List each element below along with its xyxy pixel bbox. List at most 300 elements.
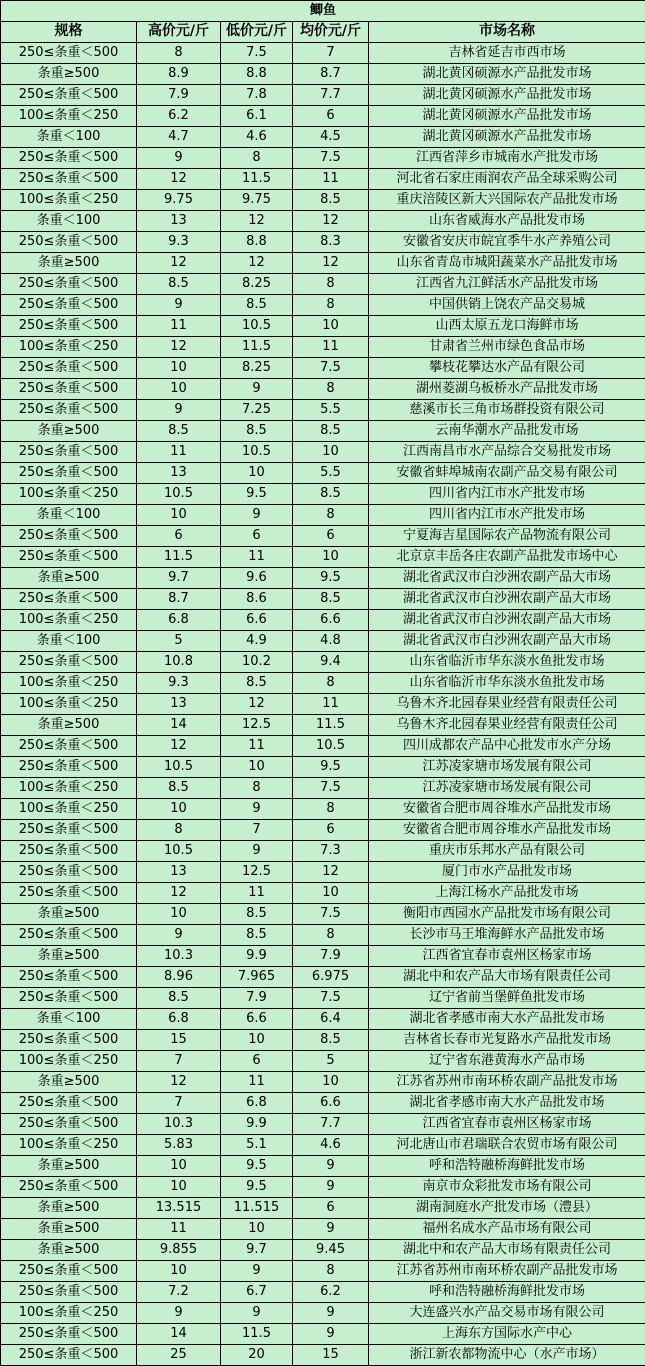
cell-market-name: 湖北省武汉市白沙洲农副产品大市场: [369, 609, 645, 630]
cell-market-name: 湖北中和农产品大市场有限责任公司: [369, 966, 645, 987]
cell-spec: 250≤条重＜500: [1, 1344, 137, 1365]
table-row: [1, 1134, 645, 1155]
cell-market-name: 云南华潮水产品批发市场: [369, 420, 645, 441]
table-row: [1, 777, 645, 798]
cell-spec: 250≤条重＜500: [1, 840, 137, 861]
cell-avg-price: 6: [293, 1197, 369, 1218]
cell-spec: 条重≥500: [1, 63, 137, 84]
cell-low-price: 7.9: [221, 987, 293, 1008]
cell-avg-price: 11: [293, 336, 369, 357]
cell-high-price: 10: [137, 1176, 221, 1197]
cell-market-name: 江苏省苏州市南环桥农副产品批发市场: [369, 1071, 645, 1092]
cell-avg-price: 5.5: [293, 462, 369, 483]
cell-low-price: 8.5: [221, 672, 293, 693]
cell-high-price: 10: [137, 798, 221, 819]
cell-avg-price: 4.6: [293, 1134, 369, 1155]
cell-low-price: 9.6: [221, 567, 293, 588]
cell-high-price: 8: [137, 819, 221, 840]
cell-market-name: 四川省内江市水产批发市场: [369, 483, 645, 504]
cell-spec: 250≤条重＜500: [1, 273, 137, 294]
table-title: 鲫鱼: [1, 1, 645, 22]
cell-high-price: 9.3: [137, 672, 221, 693]
cell-avg-price: 8.3: [293, 231, 369, 252]
cell-spec: 250≤条重＜500: [1, 1029, 137, 1050]
cell-low-price: 4.9: [221, 630, 293, 651]
table-row: [1, 336, 645, 357]
cell-low-price: 11.515: [221, 1197, 293, 1218]
cell-high-price: 14: [137, 714, 221, 735]
cell-high-price: 9.855: [137, 1239, 221, 1260]
cell-low-price: 8.8: [221, 63, 293, 84]
cell-high-price: 13: [137, 693, 221, 714]
cell-avg-price: 9: [293, 1323, 369, 1344]
cell-avg-price: 8: [293, 294, 369, 315]
column-header-high-price: 高价元/斤: [137, 21, 221, 42]
cell-high-price: 13.515: [137, 1197, 221, 1218]
cell-avg-price: 9.4: [293, 651, 369, 672]
cell-high-price: 9: [137, 1302, 221, 1323]
cell-avg-price: 6: [293, 105, 369, 126]
table-row: [1, 924, 645, 945]
cell-low-price: 6.1: [221, 105, 293, 126]
cell-avg-price: 6.975: [293, 966, 369, 987]
cell-high-price: 9: [137, 399, 221, 420]
column-header-low-price: 低价元/斤: [221, 21, 293, 42]
cell-low-price: 7.8: [221, 84, 293, 105]
table-row: [1, 252, 645, 273]
cell-avg-price: 8: [293, 798, 369, 819]
cell-high-price: 12: [137, 252, 221, 273]
cell-low-price: 6.8: [221, 1092, 293, 1113]
cell-market-name: 山东省青岛市城阳蔬菜水产品批发市场: [369, 252, 645, 273]
cell-spec: 250≤条重＜500: [1, 42, 137, 63]
cell-market-name: 四川省内江市水产批发市场: [369, 504, 645, 525]
cell-market-name: 慈溪市长三角市场群投资有限公司: [369, 399, 645, 420]
cell-low-price: 9: [221, 1302, 293, 1323]
cell-market-name: 湖北省武汉市白沙洲农副产品大市场: [369, 630, 645, 651]
cell-low-price: 8.25: [221, 357, 293, 378]
cell-high-price: 12: [137, 882, 221, 903]
cell-high-price: 10.8: [137, 651, 221, 672]
table-body: [1, 42, 645, 1365]
cell-high-price: 6.2: [137, 105, 221, 126]
table-row: [1, 1092, 645, 1113]
cell-avg-price: 8.5: [293, 483, 369, 504]
cell-market-name: 呼和浩特融桥海鲜批发市场: [369, 1281, 645, 1302]
cell-low-price: 9.9: [221, 945, 293, 966]
cell-avg-price: 15: [293, 1344, 369, 1365]
cell-low-price: 9: [221, 1260, 293, 1281]
cell-low-price: 8: [221, 777, 293, 798]
cell-spec: 250≤条重＜500: [1, 462, 137, 483]
table-row: [1, 840, 645, 861]
cell-avg-price: 7.9: [293, 945, 369, 966]
title-row: [1, 1, 645, 22]
cell-high-price: 13: [137, 462, 221, 483]
cell-market-name: 浙江新农都物流中心（水产市场）: [369, 1344, 645, 1365]
table-row: [1, 588, 645, 609]
cell-low-price: 11: [221, 1071, 293, 1092]
cell-avg-price: 9.5: [293, 567, 369, 588]
cell-spec: 条重≥500: [1, 1239, 137, 1260]
table-row: [1, 630, 645, 651]
cell-avg-price: 9.45: [293, 1239, 369, 1260]
table-row: [1, 714, 645, 735]
cell-low-price: 11.5: [221, 168, 293, 189]
table-row: [1, 483, 645, 504]
column-header-avg-price: 均价元/斤: [293, 21, 369, 42]
cell-avg-price: 9: [293, 1155, 369, 1176]
cell-spec: 250≤条重＜500: [1, 315, 137, 336]
table-row: [1, 609, 645, 630]
cell-avg-price: 8: [293, 504, 369, 525]
cell-high-price: 10: [137, 504, 221, 525]
cell-spec: 250≤条重＜500: [1, 525, 137, 546]
cell-high-price: 6: [137, 525, 221, 546]
cell-market-name: 湖北省孝感市南大水产品批发市场: [369, 1092, 645, 1113]
table-row: [1, 525, 645, 546]
cell-high-price: 8.5: [137, 987, 221, 1008]
cell-low-price: 9: [221, 378, 293, 399]
cell-low-price: 9.5: [221, 483, 293, 504]
cell-spec: 条重＜100: [1, 1008, 137, 1029]
table-row: [1, 315, 645, 336]
cell-high-price: 9.75: [137, 189, 221, 210]
table-row: [1, 210, 645, 231]
table-row: [1, 105, 645, 126]
cell-high-price: 10: [137, 903, 221, 924]
cell-market-name: 湖北黄冈硕源水产品批发市场: [369, 63, 645, 84]
cell-avg-price: 10: [293, 1071, 369, 1092]
cell-low-price: 6.6: [221, 609, 293, 630]
table-row: [1, 1344, 645, 1365]
cell-spec: 条重≥500: [1, 1155, 137, 1176]
cell-market-name: 江西省宜春市袁州区杨家市场: [369, 945, 645, 966]
cell-low-price: 8.5: [221, 903, 293, 924]
cell-high-price: 4.7: [137, 126, 221, 147]
cell-market-name: 湖北省武汉市白沙洲农副产品大市场: [369, 588, 645, 609]
cell-avg-price: 4.8: [293, 630, 369, 651]
cell-avg-price: 6.6: [293, 609, 369, 630]
cell-market-name: 攀枝花攀达水产品有限公司: [369, 357, 645, 378]
cell-avg-price: 11: [293, 693, 369, 714]
cell-market-name: 湖南洞庭水产批发市场（澧县）: [369, 1197, 645, 1218]
cell-avg-price: 6.2: [293, 1281, 369, 1302]
cell-low-price: 11: [221, 882, 293, 903]
table-row: [1, 1155, 645, 1176]
cell-avg-price: 7.5: [293, 987, 369, 1008]
cell-high-price: 10.5: [137, 840, 221, 861]
cell-market-name: 大连盛兴水产品交易市场有限公司: [369, 1302, 645, 1323]
cell-market-name: 安徽省蚌埠城南农副产品交易有限公司: [369, 462, 645, 483]
cell-spec: 250≤条重＜500: [1, 882, 137, 903]
cell-low-price: 7.965: [221, 966, 293, 987]
cell-spec: 条重≥500: [1, 420, 137, 441]
cell-avg-price: 7.5: [293, 777, 369, 798]
cell-spec: 100≤条重＜250: [1, 336, 137, 357]
cell-avg-price: 8.7: [293, 63, 369, 84]
table-row: [1, 546, 645, 567]
cell-spec: 条重＜100: [1, 210, 137, 231]
table-row: [1, 147, 645, 168]
cell-high-price: 10: [137, 1155, 221, 1176]
cell-spec: 250≤条重＜500: [1, 1113, 137, 1134]
cell-low-price: 7: [221, 819, 293, 840]
cell-high-price: 13: [137, 210, 221, 231]
table-row: [1, 441, 645, 462]
table-row: [1, 273, 645, 294]
cell-low-price: 10: [221, 756, 293, 777]
cell-spec: 条重＜100: [1, 630, 137, 651]
cell-spec: 250≤条重＜500: [1, 651, 137, 672]
cell-avg-price: 8.5: [293, 588, 369, 609]
cell-market-name: 辽宁省东港黄海水产品市场: [369, 1050, 645, 1071]
cell-spec: 250≤条重＜500: [1, 168, 137, 189]
cell-low-price: 5.1: [221, 1134, 293, 1155]
cell-spec: 250≤条重＜500: [1, 378, 137, 399]
cell-avg-price: 10.5: [293, 735, 369, 756]
cell-avg-price: 8: [293, 924, 369, 945]
cell-market-name: 长沙市马王堆海鲜水产品批发市场: [369, 924, 645, 945]
cell-spec: 条重≥500: [1, 252, 137, 273]
cell-high-price: 6.8: [137, 1008, 221, 1029]
cell-spec: 250≤条重＜500: [1, 1092, 137, 1113]
table-row: [1, 1239, 645, 1260]
cell-low-price: 10.5: [221, 315, 293, 336]
table-row: [1, 882, 645, 903]
table-row: [1, 378, 645, 399]
cell-market-name: 山西太原五龙口海鲜市场: [369, 315, 645, 336]
table-row: [1, 735, 645, 756]
table-row: [1, 63, 645, 84]
cell-avg-price: 12: [293, 252, 369, 273]
cell-low-price: 9.5: [221, 1155, 293, 1176]
table-row: [1, 1176, 645, 1197]
cell-spec: 250≤条重＜500: [1, 1176, 137, 1197]
table-row: [1, 756, 645, 777]
cell-avg-price: 8: [293, 1260, 369, 1281]
cell-avg-price: 5.5: [293, 399, 369, 420]
cell-high-price: 9.7: [137, 567, 221, 588]
table-row: [1, 903, 645, 924]
cell-market-name: 湖北黄冈硕源水产品批发市场: [369, 126, 645, 147]
cell-spec: 250≤条重＜500: [1, 294, 137, 315]
table-row: [1, 861, 645, 882]
cell-low-price: 9: [221, 504, 293, 525]
cell-avg-price: 9.5: [293, 756, 369, 777]
table-row: [1, 168, 645, 189]
cell-low-price: 12.5: [221, 714, 293, 735]
table-row: [1, 189, 645, 210]
cell-avg-price: 10: [293, 315, 369, 336]
cell-market-name: 安徽省合肥市周谷堆水产品批发市场: [369, 819, 645, 840]
table-row: [1, 84, 645, 105]
cell-avg-price: 7.5: [293, 903, 369, 924]
cell-spec: 100≤条重＜250: [1, 1302, 137, 1323]
cell-high-price: 11.5: [137, 546, 221, 567]
table-row: [1, 294, 645, 315]
cell-avg-price: 6.4: [293, 1008, 369, 1029]
cell-avg-price: 8.5: [293, 420, 369, 441]
table-row: [1, 399, 645, 420]
cell-avg-price: 8.5: [293, 189, 369, 210]
cell-spec: 条重≥500: [1, 1197, 137, 1218]
cell-spec: 250≤条重＜500: [1, 357, 137, 378]
cell-high-price: 10: [137, 357, 221, 378]
cell-market-name: 河北唐山市君瑞联合农贸市场有限公司: [369, 1134, 645, 1155]
cell-spec: 100≤条重＜250: [1, 693, 137, 714]
cell-high-price: 10: [137, 378, 221, 399]
cell-avg-price: 11: [293, 168, 369, 189]
cell-high-price: 9: [137, 924, 221, 945]
cell-spec: 条重≥500: [1, 567, 137, 588]
cell-avg-price: 6.6: [293, 1092, 369, 1113]
cell-spec: 100≤条重＜250: [1, 105, 137, 126]
cell-low-price: 10: [221, 462, 293, 483]
cell-spec: 250≤条重＜500: [1, 819, 137, 840]
cell-high-price: 10.3: [137, 1113, 221, 1134]
cell-market-name: 山东省临沂市华东淡水鱼批发市场: [369, 651, 645, 672]
cell-low-price: 12: [221, 210, 293, 231]
cell-high-price: 6.8: [137, 609, 221, 630]
cell-high-price: 7.9: [137, 84, 221, 105]
table-row: [1, 1050, 645, 1071]
cell-low-price: 9.9: [221, 1113, 293, 1134]
cell-low-price: 6.6: [221, 1008, 293, 1029]
table-row: [1, 1260, 645, 1281]
cell-avg-price: 5: [293, 1050, 369, 1071]
cell-market-name: 福州名成水产品市场有限公司: [369, 1218, 645, 1239]
cell-spec: 100≤条重＜250: [1, 777, 137, 798]
cell-spec: 250≤条重＜500: [1, 1260, 137, 1281]
table-row: [1, 1113, 645, 1134]
cell-high-price: 13: [137, 861, 221, 882]
table-row: [1, 42, 645, 63]
cell-avg-price: 12: [293, 210, 369, 231]
cell-high-price: 11: [137, 441, 221, 462]
cell-avg-price: 7.3: [293, 840, 369, 861]
cell-market-name: 江苏凌家塘市场发展有限公司: [369, 756, 645, 777]
cell-high-price: 10.3: [137, 945, 221, 966]
cell-market-name: 江西省萍乡市城南水产批发市场: [369, 147, 645, 168]
cell-low-price: 10: [221, 1029, 293, 1050]
cell-spec: 100≤条重＜250: [1, 189, 137, 210]
cell-market-name: 安徽省合肥市周谷堆水产品批发市场: [369, 798, 645, 819]
table-row: [1, 1071, 645, 1092]
cell-low-price: 11: [221, 546, 293, 567]
cell-low-price: 11: [221, 735, 293, 756]
cell-market-name: 四川成都农产品中心批发市水产分场: [369, 735, 645, 756]
cell-avg-price: 9: [293, 1176, 369, 1197]
table-row: [1, 1218, 645, 1239]
cell-spec: 250≤条重＜500: [1, 756, 137, 777]
cell-high-price: 10.5: [137, 756, 221, 777]
cell-market-name: 辽宁省前当堡鲜鱼批发市场: [369, 987, 645, 1008]
cell-high-price: 7: [137, 1050, 221, 1071]
cell-high-price: 12: [137, 336, 221, 357]
cell-high-price: 10.5: [137, 483, 221, 504]
cell-spec: 条重≥500: [1, 714, 137, 735]
cell-high-price: 5: [137, 630, 221, 651]
cell-low-price: 8.5: [221, 924, 293, 945]
cell-spec: 250≤条重＜500: [1, 441, 137, 462]
cell-spec: 250≤条重＜500: [1, 588, 137, 609]
table-row: [1, 798, 645, 819]
cell-high-price: 9: [137, 147, 221, 168]
cell-spec: 250≤条重＜500: [1, 924, 137, 945]
table-row: [1, 672, 645, 693]
cell-avg-price: 8.5: [293, 1029, 369, 1050]
table-row: [1, 567, 645, 588]
column-header-spec: 规格: [1, 21, 137, 42]
cell-avg-price: 11.5: [293, 714, 369, 735]
cell-market-name: 甘肃省兰州市绿色食品市场: [369, 336, 645, 357]
cell-spec: 250≤条重＜500: [1, 147, 137, 168]
cell-market-name: 呼和浩特融桥海鲜批发市场: [369, 1155, 645, 1176]
cell-high-price: 7.2: [137, 1281, 221, 1302]
cell-market-name: 山东省威海水产品批发市场: [369, 210, 645, 231]
cell-market-name: 乌鲁木齐北园春果业经营有限责任公司: [369, 693, 645, 714]
cell-low-price: 10.5: [221, 441, 293, 462]
cell-avg-price: 7.5: [293, 357, 369, 378]
cell-market-name: 湖北省武汉市白沙洲农副产品大市场: [369, 567, 645, 588]
cell-high-price: 25: [137, 1344, 221, 1365]
cell-spec: 250≤条重＜500: [1, 231, 137, 252]
cell-low-price: 8: [221, 147, 293, 168]
cell-spec: 100≤条重＜250: [1, 798, 137, 819]
cell-low-price: 10.2: [221, 651, 293, 672]
cell-low-price: 6: [221, 1050, 293, 1071]
cell-low-price: 12: [221, 252, 293, 273]
cell-high-price: 12: [137, 1071, 221, 1092]
cell-spec: 100≤条重＜250: [1, 1050, 137, 1071]
cell-low-price: 9.7: [221, 1239, 293, 1260]
cell-market-name: 湖北省孝感市南大水产品批发市场: [369, 1008, 645, 1029]
column-header-market-name: 市场名称: [369, 21, 645, 42]
header-row: [1, 21, 645, 42]
cell-avg-price: 10: [293, 546, 369, 567]
cell-spec: 条重≥500: [1, 945, 137, 966]
cell-market-name: 南京市众彩批发市场有限公司: [369, 1176, 645, 1197]
cell-avg-price: 8: [293, 378, 369, 399]
cell-market-name: 江西省宜春市袁州区杨家市场: [369, 1113, 645, 1134]
table-row: [1, 945, 645, 966]
cell-high-price: 11: [137, 315, 221, 336]
table-row: [1, 987, 645, 1008]
cell-avg-price: 10: [293, 441, 369, 462]
cell-low-price: 11.5: [221, 336, 293, 357]
table-row: [1, 1281, 645, 1302]
cell-market-name: 重庆市乐邦水产品有限公司: [369, 840, 645, 861]
table-row: [1, 819, 645, 840]
cell-spec: 250≤条重＜500: [1, 987, 137, 1008]
table-row: [1, 1008, 645, 1029]
cell-low-price: 8.6: [221, 588, 293, 609]
cell-market-name: 乌鲁木齐北园春果业经营有限责任公司: [369, 714, 645, 735]
cell-avg-price: 6: [293, 819, 369, 840]
cell-spec: 条重≥500: [1, 1071, 137, 1092]
cell-market-name: 湖北黄冈硕源水产品批发市场: [369, 84, 645, 105]
cell-low-price: 8.25: [221, 273, 293, 294]
cell-avg-price: 7.7: [293, 84, 369, 105]
cell-spec: 250≤条重＜500: [1, 399, 137, 420]
cell-avg-price: 8: [293, 672, 369, 693]
cell-market-name: 吉林省延吉市西市场: [369, 42, 645, 63]
cell-spec: 250≤条重＜500: [1, 84, 137, 105]
cell-spec: 条重≥500: [1, 903, 137, 924]
cell-spec: 100≤条重＜250: [1, 672, 137, 693]
cell-spec: 条重＜100: [1, 126, 137, 147]
